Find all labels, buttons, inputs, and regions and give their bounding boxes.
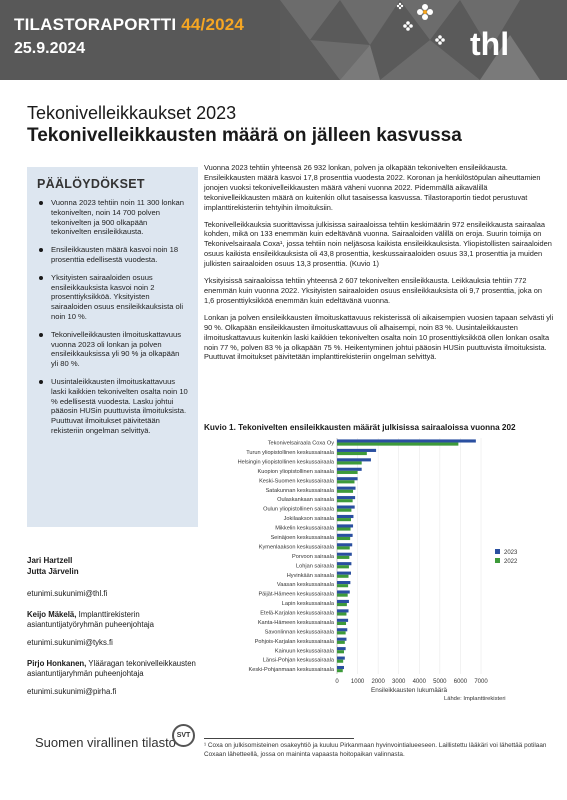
bar-2022 — [337, 527, 351, 530]
bar-2022 — [337, 603, 347, 606]
bar-2022 — [337, 499, 353, 502]
legend-label: 2023 — [504, 550, 518, 556]
x-tick-label: 0 — [335, 679, 339, 685]
legend-swatch — [495, 558, 500, 563]
category-label: Helsingin yliopistollinen keskussairaala — [237, 459, 334, 466]
bar-2022 — [337, 660, 343, 663]
bar-2023 — [337, 553, 352, 556]
bar-2023 — [337, 647, 346, 650]
author-email[interactable]: etunimi.sukunimi@thl.fi — [27, 589, 108, 598]
category-label: Vaasan keskussairaala — [276, 582, 334, 589]
bar-2022 — [337, 565, 349, 568]
decorative-pattern — [280, 0, 567, 80]
category-label: Oulaskankaan sairaala — [277, 497, 334, 504]
contact-person — [27, 610, 202, 630]
category-label: Seinäjoen keskussairaala — [270, 535, 334, 542]
list-item: Vuonna 2023 tehtiin noin 11 300 lonkan tekonivelten, noin 14 700 polven tekonivelten ja 900 olkapään tekonivelten ensileikkausta. — [37, 198, 188, 237]
bar-2022 — [337, 584, 348, 587]
key-findings-box — [27, 167, 198, 527]
x-tick-label: 4000 — [412, 679, 426, 685]
contact-email[interactable]: etunimi.sukunimi@pirha.fi — [27, 687, 117, 696]
bar-2022 — [337, 471, 358, 474]
category-label: Kainuun keskussairaala — [274, 648, 334, 655]
key-findings-heading: PÄÄLÖYDÖKSET — [37, 177, 145, 191]
bar-2022 — [337, 575, 349, 578]
bar-2023 — [337, 534, 353, 537]
x-axis-label: Ensileikkausten lukumäärä — [370, 687, 448, 694]
svt-logo: SVT — [172, 724, 195, 747]
bar-2023 — [337, 449, 376, 452]
x-tick-label: 7000 — [474, 679, 488, 685]
category-label: Kuopion yliopistollinen sairaala — [257, 468, 334, 475]
bar-2022 — [337, 594, 348, 597]
x-tick-label: 1000 — [350, 679, 365, 685]
hospital-bar-chart — [204, 434, 554, 714]
bar-2022 — [337, 537, 350, 540]
category-label: Mikkelin keskussairaala — [275, 525, 334, 532]
bar-2022 — [337, 461, 362, 464]
bar-2023 — [337, 496, 355, 499]
category-label: Lohjan sairaala — [296, 563, 334, 570]
bar-2023 — [337, 505, 355, 508]
legend-label: 2022 — [504, 559, 518, 565]
contact-role: Ylääragan tekonivelleikkausten asiantuntijaryhmän puheenjohtaja — [27, 659, 196, 678]
bar-2023 — [337, 628, 347, 631]
category-label: Keski-Pohjanmaan keskussairaala — [248, 667, 334, 674]
list-item: Uusintaleikkausten ilmoituskattavuus laski kaikkien tekonivelten osalta noin 10 % edellisestä vuodesta. Lasku johtui pääosin HUSin puuttuvista ilmoituksista. Puuttuvat ilmoitukset päivitetään rekisteriin ongelman selvittyä. — [37, 377, 188, 436]
bar-2022 — [337, 622, 346, 625]
x-tick-label: 6000 — [453, 679, 468, 685]
report-label-text: TILASTORAPORTTI — [14, 15, 177, 34]
bar-2023 — [337, 458, 371, 461]
list-item: Yksityisten sairaaloiden osuus ensileikkauksista kasvoi noin 2 prosenttiyksikköä. Yksityisten sairaaloiden osuus ensileikkauksista oli noin 10 %. — [37, 273, 188, 322]
bar-2022 — [337, 509, 351, 512]
category-label: Porvoon sairaala — [292, 553, 334, 560]
contact-role: Implanttirekisterin asiantuntijatyöryhmän puheenjohtaja — [27, 610, 155, 629]
category-label: Kanta-Hämeen keskussairaala — [257, 619, 334, 626]
bar-2022 — [337, 612, 346, 615]
bar-2023 — [337, 638, 346, 641]
paragraph: Vuonna 2023 tehtiin yhteensä 26 932 lonkan, polven ja olkapään tekonivelten ensileikkausta. Ensileikkausten määrä kasvoi 17,8 prosenttia vuodesta 2022. Koronan ja henkilöstöpulan aiheuttamien jonojen vuoksi tekonivelleikkausten määrä väheni vuonna 2022. Pidemmällä aikavälillä tekonivelleikkausten määrä on kuitenkin ollut tasaisessa kasvussa. Tilastoraportin tiedot perustuvat implanttirekisteriin tehtyihin ilmoituksiin. — [204, 163, 541, 212]
contact-email[interactable]: etunimi.sukunimi@tyks.fi — [27, 638, 113, 647]
category-label: Satakunnan keskussairaala — [265, 487, 334, 494]
bar-2022 — [337, 546, 350, 549]
bar-2022 — [337, 452, 367, 455]
author-names — [27, 555, 202, 577]
bar-2023 — [337, 590, 350, 593]
category-label: Kymenlaakson keskussairaala — [258, 544, 334, 551]
category-label: Oulun yliopistollinen sairaala — [263, 506, 334, 513]
paragraph: Lonkan ja polven ensileikkausten ilmoituskattavuus rekisterissä oli aikaisempien vuosien tapaan selvästi yli 90 %. Olkapään ensileikkausten ilmoituskattavuus oli alhaisempi, noin 83 %. Uusintaleikkausten ilmoituskattavuus kuitenkin laski kaikkien tekonivelten osalta noin 10 prosenttiyksikköä ollen lonkan osalta noin 77 %, polven 83 % ja olkapään 75 %. Heikentyminen johtui pääosin HUSin puuttuvista ilmoituksista. Puuttuvat ilmoitukset päivitetään implanttirekisteriin ongelman selvittyä. — [204, 312, 554, 362]
category-label: Päijät-Hämeen keskussairaala — [258, 591, 334, 598]
bar-2023 — [337, 609, 349, 612]
bar-2022 — [337, 443, 458, 446]
report-number: 44/2024 — [181, 15, 245, 34]
bar-2023 — [337, 524, 353, 527]
footnote-divider — [204, 738, 354, 739]
report-title: Tekonivelleikkaukset 2023 — [27, 103, 237, 123]
contact-info — [27, 555, 202, 708]
bar-2023 — [337, 562, 351, 565]
x-tick-label: 2000 — [371, 679, 385, 685]
bar-2023 — [337, 543, 352, 546]
bar-2023 — [337, 657, 345, 660]
bar-2022 — [337, 518, 351, 521]
bar-2023 — [337, 468, 362, 471]
category-label: Etelä-Karjalan keskussairaala — [260, 610, 334, 617]
report-label — [14, 15, 244, 35]
category-label: Pohjois-Karjalan keskussairaala — [254, 638, 334, 645]
author-name: Jari Hartzell — [27, 556, 73, 565]
legend-swatch — [495, 549, 500, 554]
list-item: Tekonivelleikkausten ilmoituskattavuus vuonna 2023 oli lonkan ja polven ensileikkauksissa yli 90 % ja olkapään yli 80 %. — [37, 330, 188, 369]
bar-2023 — [337, 581, 350, 584]
report-header — [0, 0, 567, 80]
bar-2023 — [337, 619, 348, 622]
thl-logo: thl — [470, 26, 510, 62]
bar-2023 — [337, 600, 349, 603]
bar-2023 — [337, 487, 356, 490]
contact-person — [27, 659, 202, 679]
bar-2023 — [337, 439, 476, 442]
paragraph: Tekonivelleikkauksia suorittavissa julkisissa sairaaloissa tehtiin keskimäärin 972 ensileikkausta sairaalaa kohden, mikä on 133 enemmän kuin edeltävänä vuonna. Sairaaloiden välillä on eroja. Suurin toimija on Tekonivelsairaala Coxa¹, jossa tehtiin noin neljäsosa kaikista ensileikkauksista. Yliopistollisten sairaaloiden osuus kaikista ensileikkauksista oli 43,8 prosenttia, keskussairaaloiden osuus 33,1 prosenttia ja muiden julkisten sairaaloiden osuus 13,3 prosenttia. (Kuvio 1) — [204, 219, 552, 269]
category-label: Tekonivelsairaala Coxa Oy — [267, 440, 334, 447]
bar-2022 — [337, 480, 354, 483]
category-label: Turun yliopistollinen keskussairaala — [246, 450, 334, 457]
body-text — [204, 163, 554, 369]
bar-2022 — [337, 631, 346, 634]
chart-source: Lähde: Implanttirekisteri — [444, 696, 506, 702]
official-statistics-brand: Suomen virallinen tilasto — [35, 735, 176, 750]
category-label: Länsi-Pohjan keskussairaala — [262, 657, 334, 664]
bar-2022 — [337, 490, 353, 493]
contact-name: Keijo Mäkelä, — [27, 610, 77, 619]
footnote: ¹ Coxa on julkisomisteinen osakeyhtiö ja kuuluu Pirkanmaan hyvinvointialueeseen. Laillistettu lääkäri voi lähettää potilaan Coxaan lähetteellä, jossa on maininta vapaasta hoitopaikan valinnasta. — [204, 742, 547, 758]
bar-2022 — [337, 650, 344, 653]
category-label: Keski-Suomen keskussairaala — [259, 478, 334, 485]
key-findings-list — [37, 198, 188, 436]
bar-2023 — [337, 666, 344, 669]
x-tick-label: 3000 — [392, 679, 406, 685]
chart-title: Kuvio 1. Tekonivelten ensileikkausten määrät julkisissa sairaaloissa vuonna 202 — [204, 423, 516, 432]
x-tick-label: 5000 — [433, 679, 447, 685]
category-label: Lapin keskussairaala — [281, 601, 334, 608]
category-label: Jokilaakson sairaala — [283, 516, 334, 523]
category-label: Savonlinnan keskussairaala — [264, 629, 334, 636]
contact-name: Pirjo Honkanen, — [27, 659, 87, 668]
category-label: Hyvinkään sairaala — [286, 572, 334, 579]
report-date: 25.9.2024 — [14, 40, 86, 57]
bar-2022 — [337, 641, 345, 644]
list-item: Ensileikkausten määrä kasvoi noin 18 prosenttia edellisestä vuodesta. — [37, 245, 188, 265]
author-name: Jutta Järvelin — [27, 567, 79, 576]
bar-2023 — [337, 515, 353, 518]
paragraph: Yksityisissä sairaaloissa tehtiin yhteensä 2 607 tekonivelten ensileikkausta. Leikkauksia tehtiin 772 enemmän kuin vuonna 2022. Yksityisten sairaaloiden osuus ensileikkauksista oli 9,7 prosenttia, joka on 1,6 prosenttiyksikköä enemmän kuin edeltävänä vuonna. — [204, 276, 542, 305]
bar-2022 — [337, 556, 349, 559]
bar-2023 — [337, 477, 358, 480]
report-subtitle: Tekonivelleikkausten määrä on jälleen kasvussa — [27, 125, 462, 146]
bar-2023 — [337, 572, 351, 575]
bar-2022 — [337, 669, 343, 672]
